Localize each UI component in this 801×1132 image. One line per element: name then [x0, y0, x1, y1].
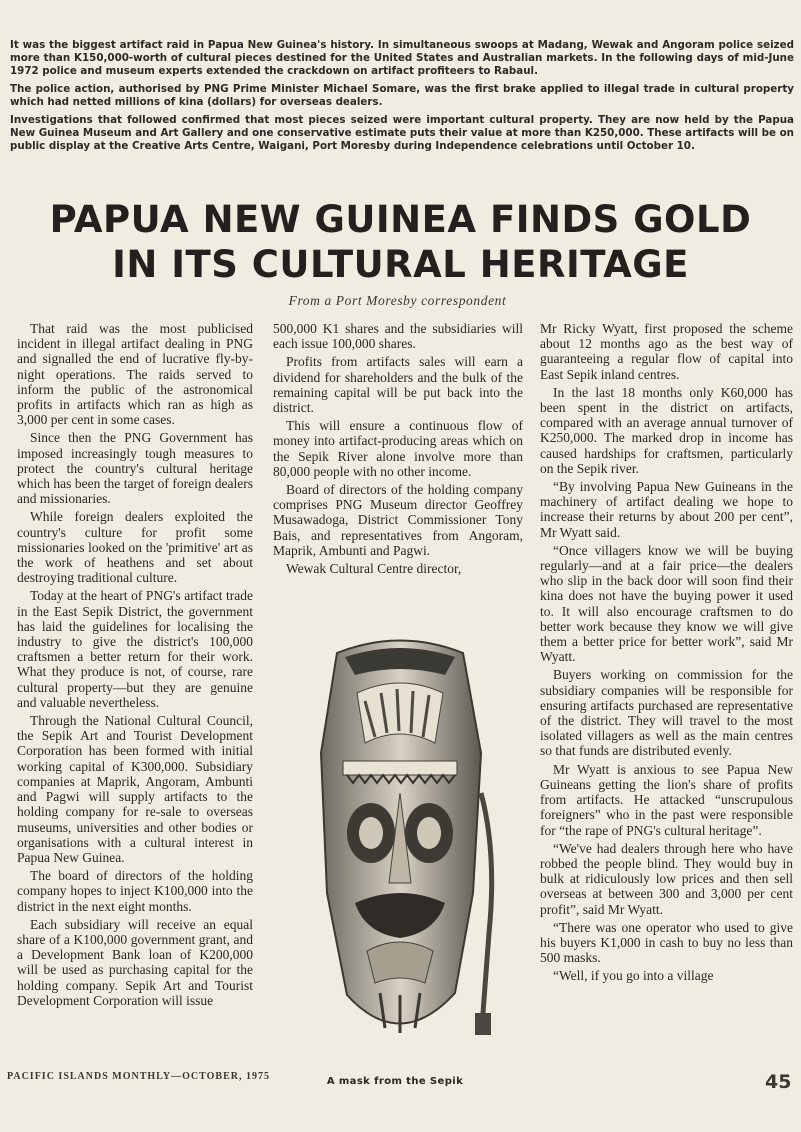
- paragraph: Each subsidiary will receive an equal share of a K100,000 government grant, and a Development Bank loan of K200,000 will be used as purchasing capital for the holding company. Sepik Art and Tourist Development Corporation will issue: [17, 916, 253, 1008]
- photo-caption: A mask from the Sepik: [326, 1076, 464, 1087]
- paragraph: “There was one operator who used to give his buyers K1,000 in cash to buy no less than 500 masks.: [540, 919, 793, 966]
- headline-line-2: IN ITS CULTURAL HERITAGE: [112, 243, 689, 286]
- headline-line-1: PAPUA NEW GUINEA FINDS GOLD: [49, 198, 752, 241]
- paragraph: Buyers working on commission for the subsidiary companies will be responsible for ensuring artifacts purchased are representative of the district. They will travel to the most isolated villagers as well as the main centres so that funds are distributed evenly.: [540, 667, 793, 759]
- paragraph: “Well, if you go into a village: [553, 968, 714, 984]
- article-column-1: [17, 321, 253, 1011]
- paragraph: “Once villagers know we will be buying regularly—and at a fair price—the dealers who slip in the back door will soon find their kina does not have the buying power it used to. It will also encourage craftsmen to do better work because they know we will give them a better price for better work”, said Mr Wyatt.: [540, 542, 793, 665]
- page-number: 45: [765, 1071, 792, 1093]
- intro-paragraph-1: It was the biggest artifact raid in Papua New Guinea's history. In simultaneous swoops at Madang, Wewak and Angoram police seized more than K150,000-worth of cultural pieces destined for the United States and Australian markets. In the following days of mid-June 1972 police and museum experts extended the crackdown on artifact profiteers to Rabaul.: [10, 39, 794, 77]
- paragraph: Through the National Cultural Council, the Sepik Art and Tourist Development Corporation has been formed with initial working capital of K300,000. Subsidiary companies at Maprik, Angoram, Ambunti and Pagwi will supply artifacts to the holding company for re-sale to overseas museums, universities and other bodies or organisations with a cultural interest in Papua New Guinea.: [17, 713, 253, 865]
- paragraph: Since then the PNG Government has imposed increasingly tough measures to protect the country's cultural heritage which has been the target of foreign dealers and missionaries.: [17, 430, 253, 507]
- paragraph: 500,000 K1 shares and the subsidiaries will each issue 100,000 shares.: [273, 321, 523, 352]
- article-column-2: [273, 321, 523, 579]
- footer-publication: PACIFIC ISLANDS MONTHLY—OCTOBER, 1975: [7, 1071, 270, 1082]
- paragraph: Mr Ricky Wyatt, first proposed the scheme about 12 months ago as the best way of guaranteeing a regular flow of capital into East Sepik inland centres.: [540, 321, 793, 382]
- paragraph: Board of directors of the holding company comprises PNG Museum director Geoffrey Musawadoga, District Commissioner Tony Bais, and representatives from Angoram, Maprik, Ambunti and Pagwi.: [273, 482, 523, 558]
- intro-summary: [10, 39, 794, 158]
- intro-paragraph-3: Investigations that followed confirmed that most pieces seized were important cultural property. They are now held by the Papua New Guinea Museum and Art Gallery and one conservative estimate puts their value at more than K250,000. These artifacts will be on public display at the Creative Arts Centre, Waigani, Port Moresby during Independence celebrations until October 10.: [10, 114, 794, 152]
- paragraph: That raid was the most publicised incident in illegal artifact dealing in PNG and signalled the end of lucrative fly-by-night operations. The raids served to inform the public of the astronomical profits in artifacts which ran as high as 3,000 per cent in some cases.: [17, 321, 253, 428]
- paragraph: While foreign dealers exploited the country's culture for profit some missionaries looked on the 'primitive' art as the work of heathens and set about destroying traditional culture.: [17, 509, 253, 586]
- paragraph: Wewak Cultural Centre director,: [286, 561, 462, 577]
- article-column-3: [540, 321, 793, 987]
- paragraph: Today at the heart of PNG's artifact trade in the East Sepik District, the government has laid the guidelines for localising the industry to give the district's 100,000 craftsmen a better return for their work. What they produce is not, of course, rare cultural property—but they are genuine and valuable nevertheless.: [17, 588, 253, 710]
- paragraph: In the last 18 months only K60,000 has been spent in the district on artifacts, compared with an average annual turnover of K250,000. The marked drop in income has caused hardships for craftsmen, particularly on the Sepik river.: [540, 384, 793, 476]
- paragraph: “By involving Papua New Guineans in the machinery of artifact dealing we hope to increase their returns by about 200 per cent”, Mr Wyatt said.: [540, 479, 793, 540]
- paragraph: Profits from artifacts sales will earn a dividend for shareholders and the bulk of the remaining capital will be put back into the district.: [273, 354, 523, 416]
- sepik-mask-photo: [285, 633, 515, 1063]
- paragraph: Mr Wyatt is anxious to see Papua New Guineans getting the lion's share of profits from artifacts. He attacked “unscrupulous foreigners” who in the past were responsible for “the rape of PNG's cultural heritage”.: [540, 761, 793, 838]
- byline: From a Port Moresby correspondent: [288, 293, 507, 308]
- paragraph: This will ensure a continuous flow of money into artifact-producing areas which on the Sepik River alone involve more than 80,000 people with no other income.: [273, 418, 523, 479]
- headline: [0, 197, 801, 287]
- paragraph: The board of directors of the holding company hopes to inject K100,000 into the district in the next eight months.: [17, 868, 253, 914]
- intro-paragraph-2: The police action, authorised by PNG Prime Minister Michael Somare, was the first brake applied to illegal trade in cultural property which had netted millions of kina (dollars) for overseas dealers.: [10, 83, 794, 108]
- paragraph: “We've had dealers through here who have robbed the people blind. They would buy in bulk at ridiculously low prices and then sell overseas at between 300 and 3,000 per cent profit”, said Mr Wyatt.: [540, 840, 793, 917]
